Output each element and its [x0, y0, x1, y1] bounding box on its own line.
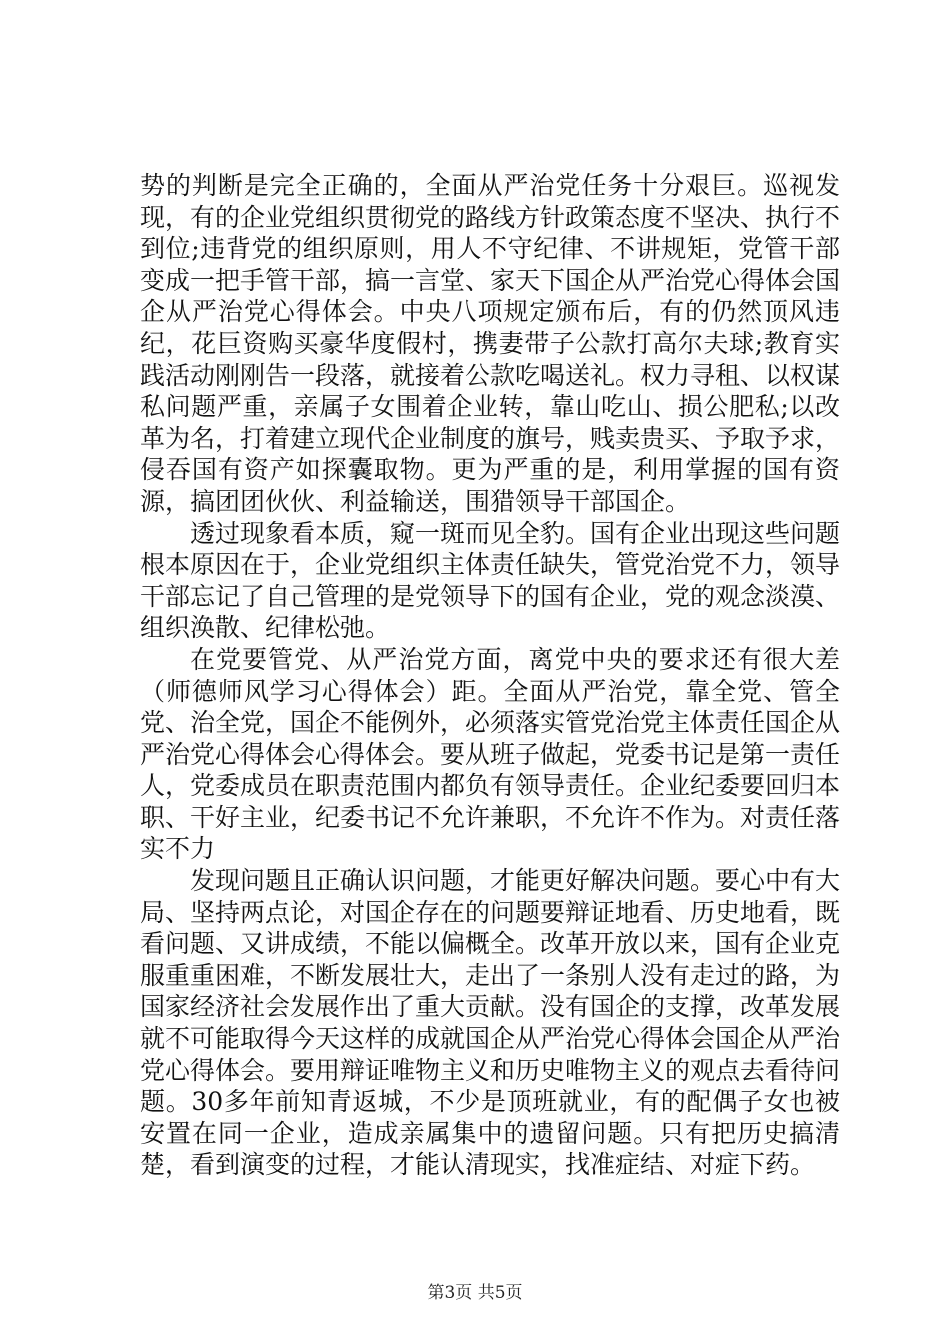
- page-number-footer: 第3页 共5页: [427, 1283, 523, 1303]
- paragraph-3: 在党要管党、从严治党方面，离党中央的要求还有很大差（师德师风学习心得体会）距。全面从严治党，靠全党、管全党、治全党，国企不能例外，必须落实管党治党主体责任国企从严治党心得体会心得体会。要从班子做起，党委书记是第一责任人，党委成员在职责范围内都负有领导责任。企业纪委要回归本职、干好主业，纪委书记不允许兼职，不允许不作为。对责任落实不力: [140, 644, 841, 864]
- paragraph-2: 透过现象看本质，窥一斑而见全豹。国有企业出现这些问题根本原因在于，企业党组织主体责任缺失，管党治党不力，领导干部忘记了自己管理的是党领导下的国有企业，党的观念淡漠、组织涣散、纪律松弛。: [140, 518, 841, 643]
- document-body: [140, 170, 840, 1181]
- paragraph-1: 势的判断是完全正确的，全面从严治党任务十分艰巨。巡视发现，有的企业党组织贯彻党的路线方针政策态度不坚决、执行不到位;违背党的组织原则，用人不守纪律、不讲规矩，党管干部变成一把手管干部，搞一言堂、家天下国企从严治党心得体会国企从严治党心得体会。中央八项规定颁布后，有的仍然顶风违纪，花巨资购买豪华度假村，携妻带子公款打高尔夫球;教育实践活动刚刚告一段落，就接着公款吃喝送礼。权力寻租、以权谋私问题严重，亲属子女围着企业转，靠山吃山、损公肥私;以改革为名，打着建立现代企业制度的旗号，贱卖贵买、予取予求，侵吞国有资产如探囊取物。更为严重的是，利用掌握的国有资源，搞团团伙伙、利益输送，围猎领导干部国企。: [140, 171, 841, 516]
- paragraph-4: 发现问题且正确认识问题，才能更好解决问题。要心中有大局、坚持两点论，对国企存在的问题要辩证地看、历史地看，既看问题、又讲成绩，不能以偏概全。改革开放以来，国有企业克服重重困难，不断发展壮大，走出了一条别人没有走过的路，为国家经济社会发展作出了重大贡献。没有国企的支撑，改革发展就不可能取得今天这样的成就国企从严治党心得体会国企从严治党心得体会。要用辩证唯物主义和历史唯物主义的观点去看待问题。30多年前知青返城，不少是顶班就业，有的配偶子女也被安置在同一企业，造成亲属集中的遗留问题。只有把历史搞清楚，看到演变的过程，才能认清现实，找准症结、对症下药。: [140, 866, 841, 1180]
